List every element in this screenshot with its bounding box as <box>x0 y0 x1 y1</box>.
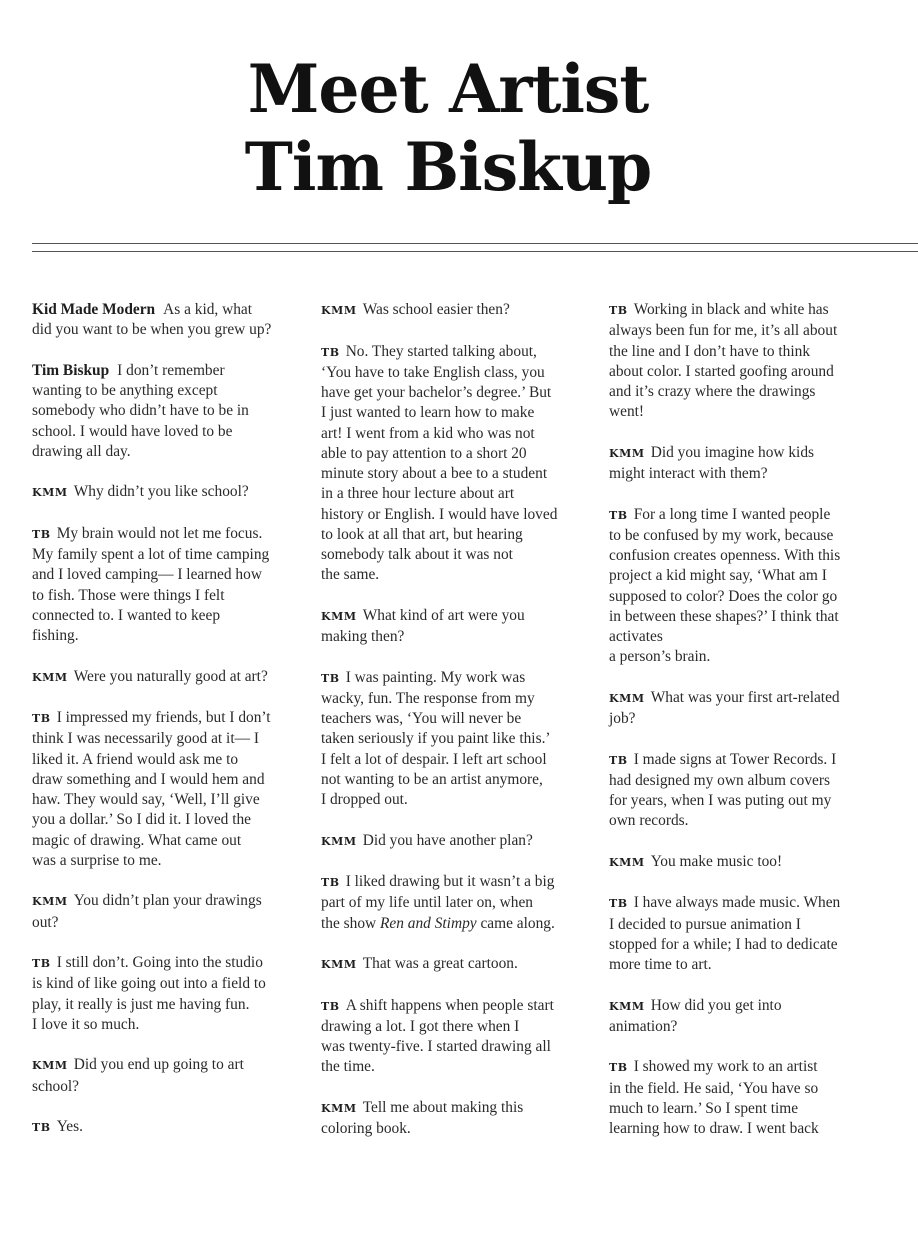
speaker-label: KMM <box>32 895 68 909</box>
speaker-label: TB <box>321 671 340 685</box>
entry-text: I impressed my friends, but I don’t think I was necessarily good at it— I liked it. A friend would ask me to draw something and I would hem and haw. They would say, ‘Well, I’ll give you a dollar.’ So I did it. I loved the magic of drawing. What came out was a surprise to me. <box>32 709 271 869</box>
interview-entry <box>321 342 585 586</box>
interview-entry <box>609 1057 871 1139</box>
interview-entry <box>32 708 300 871</box>
entry-text: I made signs at Tower Records. I had designed my own album covers for years, when I was puting out my own records. <box>609 750 837 830</box>
speaker-label: TB <box>32 957 51 970</box>
interview-column-3 <box>609 300 871 1160</box>
interview-entry <box>32 524 300 647</box>
entry-text: A shift happens when people start drawing a lot. I got there when I was twenty-five. I started drawing all the time. <box>321 996 554 1076</box>
speaker-label: TB <box>32 527 51 541</box>
speaker-label: TB <box>32 1121 51 1134</box>
divider-bottom <box>32 251 918 252</box>
interview-entry <box>609 893 871 975</box>
entry-text: Working in black and white has always been fun for me, it’s all about the line and I don’t have to think about color. I started goofing around and it’s crazy where the drawings went! <box>609 301 838 421</box>
interview-entry <box>32 953 300 1035</box>
interview-entry <box>609 852 871 873</box>
interview-entry <box>321 872 585 934</box>
entry-text: What kind of art were you making then? <box>321 606 525 645</box>
entry-text: Was school easier then? <box>362 301 510 318</box>
entry-text: Tell me about making this coloring book. <box>321 1098 524 1137</box>
interview-entry <box>32 300 300 341</box>
interview-column-1 <box>32 300 300 1159</box>
speaker-label: KMM <box>321 958 357 971</box>
interview-entry <box>321 1098 585 1140</box>
interview-column-2 <box>321 300 585 1160</box>
speaker-label: KMM <box>32 486 68 500</box>
interview-entry <box>609 996 871 1038</box>
entry-text: Were you naturally good at art? <box>73 667 268 685</box>
interview-entry <box>609 443 871 485</box>
entry-text: That was a great cartoon. <box>362 955 518 972</box>
title-line-1: Meet Artist <box>247 50 649 128</box>
speaker-label: TB <box>609 1061 628 1075</box>
interview-entry <box>321 606 585 648</box>
speaker-label: KMM <box>321 834 357 848</box>
entry-text: I have always made music. When I decided to pursue animation I stopped for a while; I had to dedicate more time to art. <box>609 894 841 973</box>
entry-text: My brain would not let me focus. My family spent a lot of time camping and I loved camping— I learned how to fish. Those were things I felt connected to. I wanted to keep fishing. <box>32 524 270 644</box>
entry-text: I showed my work to an artist in the field. He said, ‘You have so much to learn.’ So I spent time learning how to draw. I went back <box>609 1058 819 1137</box>
entry-text: Did you imagine how kids might interact with them? <box>609 443 815 482</box>
speaker-label: TB <box>609 753 628 767</box>
entry-text: No. They started talking about, ‘You have to take English class, you have get your bachelor’s degree.’ But I just wanted to learn how to make art! I went from a kid who was not able to pay attention to a short 20 minute story about a bee to a student in a three hour lecture about art history or English. I would have loved to look at all that art, but hearing somebody talk about it was not the same. <box>321 342 558 584</box>
entry-text: I was painting. My work was wacky, fun. The response from my teachers was, ‘You will never be taken seriously if you paint like this.’ I felt a lot of despair. I left art school not wanting to be an artist anymore, I dropped out. <box>321 668 551 808</box>
speaker-label: KMM <box>321 1101 357 1115</box>
speaker-label: KMM <box>321 304 357 317</box>
interview-entry <box>32 1117 300 1138</box>
interview-entry <box>321 831 585 852</box>
interview-entry <box>321 668 585 811</box>
show-title: Ren and Stimpy <box>380 914 477 932</box>
speaker-label: TB <box>609 897 628 911</box>
entry-text: Did you end up going to art school? <box>32 1056 244 1095</box>
entry-text: You make music too! <box>650 852 783 870</box>
speaker-label: KMM <box>32 1059 68 1073</box>
entry-text: How did you get into animation? <box>609 996 782 1035</box>
speaker-label: KMM <box>609 446 645 460</box>
speaker-label: KMM <box>609 999 645 1013</box>
speaker-label: Tim Biskup <box>32 361 110 379</box>
interview-entry <box>32 667 300 688</box>
speaker-label: TB <box>32 712 51 725</box>
entry-text: You didn’t plan your drawings out? <box>32 892 262 931</box>
interview-entry <box>321 300 585 321</box>
speaker-label: TB <box>609 508 628 522</box>
interview-entry <box>32 1055 300 1097</box>
speaker-label: TB <box>321 345 340 359</box>
entry-text: I liked drawing but it wasn’t a big part of my life until later on, when the show Ren and Stimpy came along. <box>321 873 555 932</box>
interview-entry <box>32 482 300 503</box>
interview-entry <box>321 996 585 1078</box>
interview-entry <box>32 891 300 933</box>
speaker-label: TB <box>321 999 340 1013</box>
divider-top <box>32 243 918 244</box>
interview-entry <box>32 361 300 462</box>
entry-text: Did you have another plan? <box>362 831 533 849</box>
page-title <box>9 50 887 206</box>
speaker-label: TB <box>609 304 628 317</box>
interview-entry <box>609 300 871 423</box>
interview-entry <box>609 505 871 668</box>
speaker-label: TB <box>321 876 340 889</box>
speaker-label: KMM <box>609 855 645 869</box>
entry-text: I don’t remember wanting to be anything except somebody who didn’t have to be in school. I would have loved to be drawing all day. <box>32 361 249 460</box>
entry-text: For a long time I wanted people to be confused by my work, because confusion creates openness. With this project a kid might say, ‘What am I supposed to color? Does the color go in between these shapes?’ I think that activates a person’s brain. <box>609 505 841 666</box>
speaker-label: KMM <box>609 691 645 705</box>
speaker-label: KMM <box>32 670 68 684</box>
title-line-2: Tim Biskup <box>244 128 652 206</box>
entry-text: Yes. <box>56 1118 83 1135</box>
entry-text: As a kid, what did you want to be when you grew up? <box>32 301 272 339</box>
interview-entry <box>609 750 871 832</box>
interview-entry <box>609 688 871 730</box>
interview-entry <box>321 954 585 975</box>
speaker-label: Kid Made Modern <box>32 301 156 318</box>
entry-text: Why didn’t you like school? <box>73 483 249 501</box>
speaker-label: KMM <box>321 609 357 623</box>
entry-text: I still don’t. Going into the studio is kind of like going out into a field to play, it really is just me having fun. I love it so much. <box>32 954 266 1033</box>
entry-text: What was your first art-related job? <box>609 688 840 727</box>
